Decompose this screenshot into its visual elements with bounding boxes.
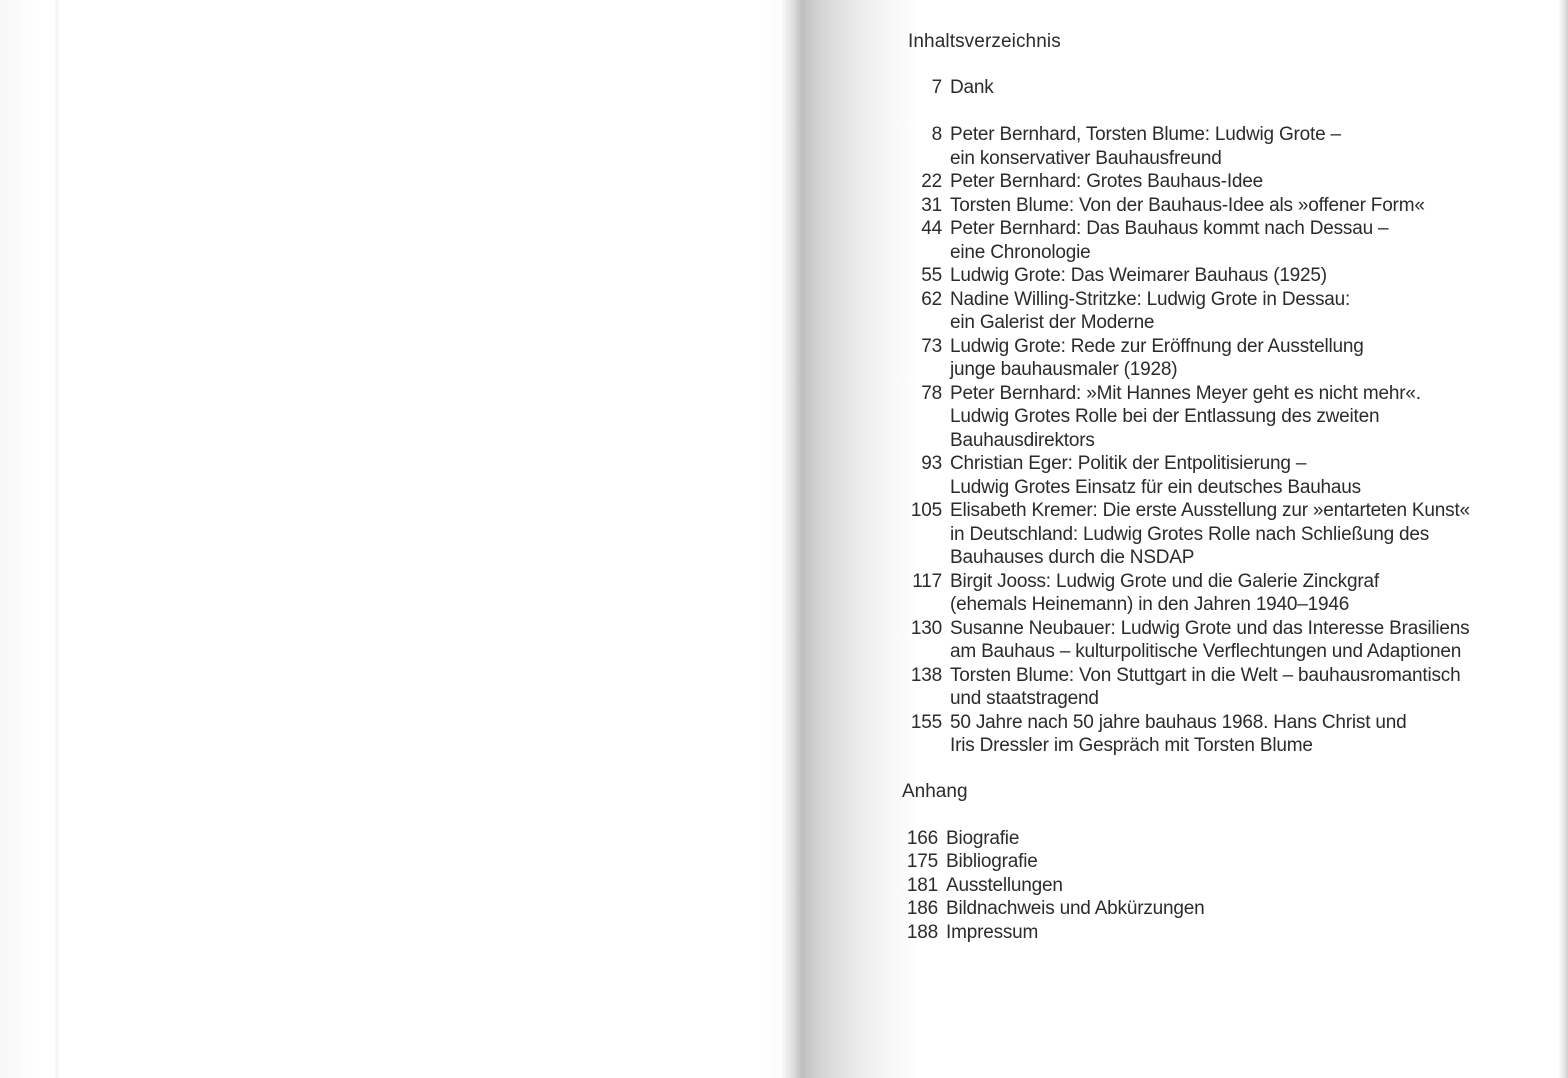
book-gutter-shadow	[780, 0, 920, 1078]
toc-entries	[906, 123, 1546, 758]
toc-page-number: 93	[921, 453, 942, 474]
toc-entry	[902, 921, 1546, 945]
table-of-contents	[902, 30, 1546, 944]
appendix-title: Anhang	[902, 780, 968, 802]
toc-entry-text: Christian Eger: Politik der Entpolitisierung – Ludwig Grotes Einsatz für ein deutsches Bauhaus	[950, 453, 1361, 498]
toc-entry	[906, 711, 1546, 758]
toc-entry	[906, 452, 1546, 499]
toc-entry	[906, 264, 1546, 288]
toc-entry	[902, 827, 1546, 851]
toc-entry	[902, 850, 1546, 874]
toc-entry	[906, 76, 1546, 100]
toc-page-number: 8	[931, 124, 942, 145]
toc-entry-text: Bibliografie	[946, 851, 1038, 872]
toc-entry-text: Peter Bernhard: Das Bauhaus kommt nach Dessau – eine Chronologie	[950, 218, 1389, 263]
toc-entry	[906, 170, 1546, 194]
toc-entry-text: Birgit Jooss: Ludwig Grote und die Galerie Zinckgraf (ehemals Heinemann) in den Jahren 1940–1946	[950, 570, 1379, 615]
toc-page-number: 31	[921, 194, 942, 216]
toc-page-number: 117	[912, 570, 942, 592]
toc-title: Inhaltsverzeichnis	[908, 31, 1061, 52]
toc-entry	[906, 382, 1546, 453]
toc-entry-text: Torsten Blume: Von Stuttgart in die Welt – bauhausromantisch und staatstragend	[950, 664, 1461, 709]
toc-page-number: 44	[921, 218, 942, 239]
toc-page-number: 73	[921, 335, 942, 357]
toc-page-number: 155	[910, 711, 942, 733]
toc-entry-text: Elisabeth Kremer: Die erste Ausstellung zur »entarteten Kunst« in Deutschland: Ludwig Grotes Rolle nach Schließung des Bauhauses durch die NSDAP	[950, 500, 1470, 568]
toc-entry	[906, 499, 1546, 570]
toc-entry-text: Ludwig Grote: Rede zur Eröffnung der Ausstellung junge bauhausmaler (1928)	[950, 335, 1364, 380]
toc-entry-text: Impressum	[946, 921, 1039, 943]
toc-entry	[906, 194, 1546, 218]
toc-page-number: 188	[906, 921, 938, 943]
spacer	[906, 100, 1546, 124]
toc-entry-text: 50 Jahre nach 50 jahre bauhaus 1968. Hans Christ und Iris Dressler im Gespräch mit Torsten Blume	[950, 711, 1407, 756]
toc-entry	[906, 570, 1546, 617]
toc-page-number: 175	[906, 851, 938, 872]
toc-entry	[906, 217, 1546, 264]
toc-page-number: 7	[931, 77, 942, 98]
toc-page-number: 186	[906, 898, 938, 919]
toc-page-number: 105	[910, 500, 942, 521]
toc-entry-text: Nadine Willing-Stritzke: Ludwig Grote in Dessau: ein Galerist der Moderne	[950, 288, 1351, 333]
toc-entry-text: Susanne Neubauer: Ludwig Grote und das Interesse Brasiliens am Bauhaus – kulturpolitische Verflechtungen und Adaptionen	[950, 617, 1470, 662]
toc-page-number: 55	[921, 265, 942, 286]
toc-entry-text: Peter Bernhard, Torsten Blume: Ludwig Grote – ein konservativer Bauhausfreund	[950, 124, 1341, 169]
toc-page-number: 78	[921, 382, 942, 404]
toc-page-number: 62	[921, 288, 942, 310]
toc-page-number: 22	[921, 171, 942, 192]
toc-entry-text: Ausstellungen	[946, 874, 1063, 896]
toc-entry	[902, 874, 1546, 898]
toc-page-number: 130	[910, 617, 942, 639]
toc-entry	[906, 664, 1546, 711]
toc-entry-text: Peter Bernhard: Grotes Bauhaus-Idee	[950, 171, 1264, 192]
toc-entry	[906, 617, 1546, 664]
toc-entry	[906, 335, 1546, 382]
toc-entry	[902, 897, 1546, 921]
toc-page-number: 138	[910, 664, 942, 686]
toc-entry	[906, 288, 1546, 335]
appendix-entries	[906, 827, 1546, 945]
toc-page-number: 166	[906, 827, 938, 849]
page-edge-shadow	[1558, 0, 1568, 1078]
toc-entry-text: Peter Bernhard: »Mit Hannes Meyer geht es nicht mehr«. Ludwig Grotes Rolle bei der Entlassung des zweiten Bauhausdirektors	[950, 382, 1421, 451]
toc-entry-text: Ludwig Grote: Das Weimarer Bauhaus (1925)	[950, 265, 1327, 286]
toc-entry	[906, 123, 1546, 170]
toc-entry-text: Biografie	[946, 827, 1020, 849]
toc-entry-text: Dank	[950, 77, 994, 98]
toc-page-number: 181	[906, 874, 938, 896]
toc-entry-text: Bildnachweis und Abkürzungen	[946, 898, 1205, 919]
toc-entry-text: Torsten Blume: Von der Bauhaus-Idee als »offener Form«	[950, 194, 1425, 216]
